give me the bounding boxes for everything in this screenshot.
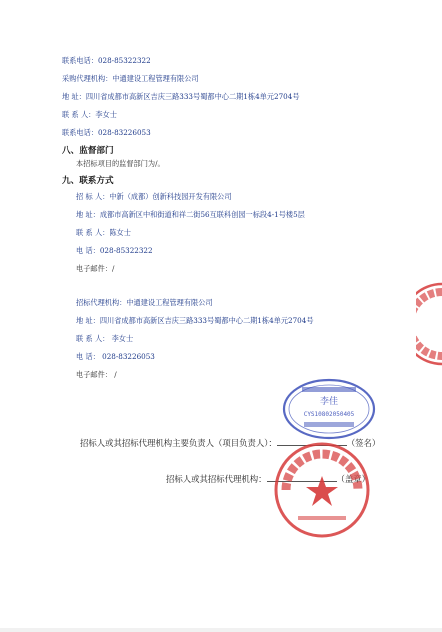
section-9-heading: 九、联系方式	[62, 176, 114, 186]
tenderer-email: 电子邮件：/	[76, 264, 115, 273]
contact-phone-1: 联系电话：028-85322322	[62, 56, 151, 65]
agency-email-2: 电子邮件： /	[76, 370, 117, 379]
company-seal-stamp	[272, 440, 372, 540]
section-8-text: 本招标项目的监督部门为/。	[76, 159, 165, 168]
tenderer-name: 招 标 人：中新（成都）创新科技园开发有限公司	[76, 192, 232, 201]
agency-phone-2: 电 话： 028-83226053	[76, 352, 155, 361]
agency-contact-2: 联 系 人： 李女士	[76, 334, 134, 343]
signature-org-suffix: （盖章）	[336, 474, 370, 484]
signature-org-label: 招标人或其招标代理机构：	[166, 474, 267, 484]
agency-contact: 联 系 人：李女士	[62, 110, 117, 119]
agency-address: 地 址：四川省成都市高新区吉庆三路333号蜀都中心二期1栋4单元2704号	[62, 92, 300, 101]
contact-phone-2: 联系电话：028-83226053	[62, 128, 151, 137]
section-8-heading: 八、监督部门	[62, 146, 114, 156]
tenderer-address: 地 址：成都市高新区中和街道和祥二街56互联科创园一标段4-1号楼5层	[76, 210, 305, 219]
edge-seal-stamp	[416, 282, 442, 366]
procurement-agency: 采购代理机构：中通建设工程管理有限公司	[62, 74, 199, 83]
seal-person-code: CYS10802050405	[303, 411, 355, 418]
agency-name: 招标代理机构：中通建设工程管理有限公司	[76, 298, 213, 307]
signature-person-label: 招标人或其招标代理机构主要负责人（项目负责人）：	[80, 438, 277, 448]
agency-address-2: 地 址：四川省成都市高新区吉庆三路333号蜀都中心二期1栋4单元2704号	[76, 316, 314, 325]
personal-seal-stamp	[282, 378, 376, 440]
seal-person-name: 李佳	[319, 397, 339, 407]
tenderer-contact: 联 系 人：陈女士	[76, 228, 131, 237]
signature-person-suffix: （签名）	[346, 438, 381, 448]
tenderer-phone: 电 话：028-85322322	[76, 246, 153, 255]
star-icon	[306, 476, 338, 506]
